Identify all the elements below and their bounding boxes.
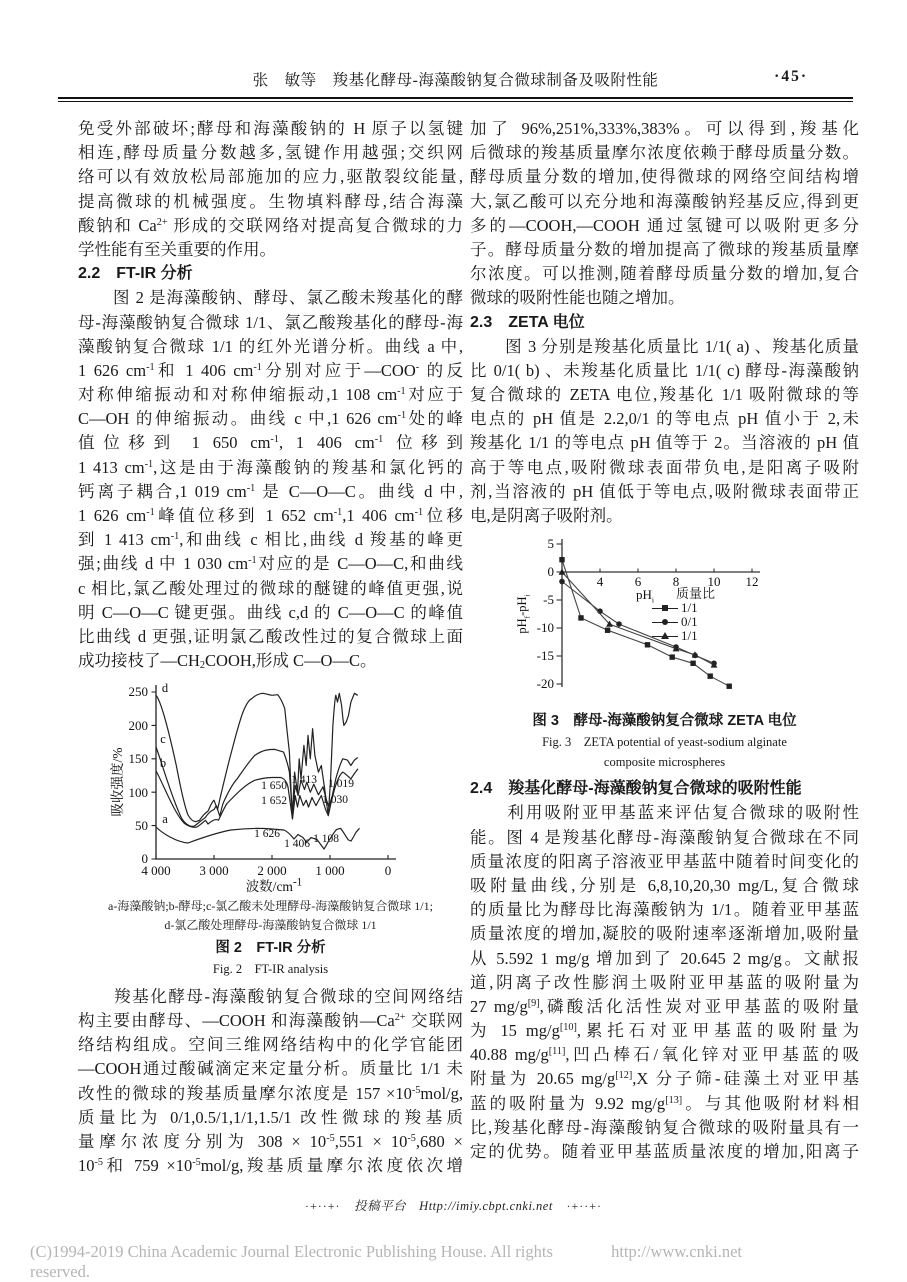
square-marker <box>708 674 713 679</box>
x-tick-label: 1 000 <box>315 863 345 879</box>
text-line: 剂,当溶液的 pH 值低于等电点,吸附微球表面带正 <box>470 481 859 501</box>
text-line: 蓝的吸附量为 9.92 mg/g[13]。与其他吸附材料相 <box>470 1093 860 1113</box>
ftir-chart <box>104 677 444 895</box>
y-tick-label: -15 <box>536 648 554 664</box>
peak-annotation: 1 108 <box>313 833 339 846</box>
text-line: 能。图 4 是羧基化酵母-海藻酸钠复合微球在不同 <box>470 827 859 847</box>
x-tick-label: 12 <box>745 574 759 590</box>
figure-2-caption: 图 2 FT-IR 分析 <box>215 940 326 957</box>
running-head <box>58 68 853 92</box>
page-number: ·45· <box>774 68 808 85</box>
text-line: 羧基化 1/1 的等电点 pH 值等于 2。当溶液的 pH 值 <box>470 433 859 453</box>
square-marker <box>578 615 583 620</box>
text-line: 藻酸钠复合微球 1/1 的红外光谱分析。曲线 a 中, <box>78 336 463 356</box>
left-column <box>78 117 463 1178</box>
text-line: 吸附量曲线,分别是 6,8,10,20,30 mg/L,复合微球 <box>470 875 859 895</box>
y-tick-label: -10 <box>536 620 554 636</box>
text-line: $10^{-5}$和 $759 \times 10^{-5}mol/g$,羧基质量摩尔浓度依次增 <box>78 1156 463 1176</box>
y-tick-label: 250 <box>128 684 148 700</box>
ftir-x-axis-label: 波数$/cm^{-1}$ <box>245 876 303 895</box>
section-heading: 2.2 FT-IR 分析 <box>78 265 193 283</box>
circle-marker <box>616 621 622 627</box>
text-line: 改性的微球的羧基质量摩尔浓度是 $157 \times 10^{-5}mol/g$, <box>78 1083 463 1103</box>
text-line: c 相比,氯乙酸处理过的微球的醚键的峰值更强,说 <box>78 578 463 598</box>
chart-legend <box>652 586 752 643</box>
text-line: 到 1 413 $cm^{-1}$,和曲线 c 相比,曲线 d 羧基的峰更 <box>78 530 463 550</box>
square-marker <box>559 557 564 562</box>
peak-annotation: 1 650 <box>261 780 287 793</box>
x-tick-label: 0 <box>384 863 392 879</box>
text-line: 提高微球的机械强度。生物填料酵母,结合海藻 <box>78 191 463 211</box>
copyright-url: http://www.cnki.net <box>611 1242 742 1261</box>
text-line: 多的—COOH,—COOH 通过氢键可以吸附更多分 <box>470 215 859 235</box>
text-line: 电点的 pH 值是 2.2,0/1 的等电点 pH 值小于 2,未 <box>470 409 859 429</box>
text-line: 酸钠和 $Ca^{2+}$ 形成的交联网络对提高复合微球的力 <box>78 215 463 235</box>
text-line: 大,氯乙酸可以充分地和海藻酸钠羟基反应,得到更 <box>470 191 859 211</box>
figure-3-caption-en: Fig. 3 ZETA potential of yeast-sodium alginate <box>542 735 787 750</box>
square-marker-icon <box>652 604 678 613</box>
text-line: 羧基化酵母-海藻酸钠复合微球的空间网络结 <box>78 986 463 1006</box>
peak-annotation: 1 626 <box>254 828 280 841</box>
text-line: 图 2 是海藻酸钠、酵母、氯乙酸未羧基化的酵 <box>78 288 463 308</box>
text-line: 的质量比为酵母比海藻酸钠为 1/1。随着亚甲基蓝 <box>470 900 859 920</box>
text-block <box>78 117 463 673</box>
text-line: 母-海藻酸钠复合微球 1/1、氯乙酸羧基化的酵母-海 <box>78 312 463 332</box>
running-title: 张 敏等 羧基化酵母-海藻酸钠复合微球制备及吸附性能 <box>252 72 659 89</box>
text-line: 明 C—O—C 键更强。曲线 c,d 的 C—O—C 的峰值 <box>78 602 463 622</box>
peak-annotation: 1 030 <box>322 794 348 807</box>
figure-2-note-line: a-海藻酸钠;b-酵母;c-氯乙酸未处理酵母-海藻酸钠复合微球 1/1; <box>108 899 433 914</box>
text-line: 络结构组成。空间三维网络结构中的化学官能团 <box>78 1035 463 1055</box>
text-line: 成功接枝了$—CH_2COOH$,形成 C—O—C。 <box>78 651 377 672</box>
curve-label: d <box>161 681 169 696</box>
text-line: 定的优势。随着亚甲基蓝质量浓度的增加,阳离子 <box>470 1142 859 1161</box>
decorative-divider: ·+··+· <box>566 1199 602 1213</box>
text-line: 比曲线 d 更强,证明氯乙酸改性过的复合微球上面 <box>78 626 463 646</box>
text-line: 道,阴离子改性膨润土吸附亚甲基蓝的吸附量为 <box>470 972 859 992</box>
x-tick-label: 6 <box>634 574 642 590</box>
x-tick-label: 4 000 <box>141 863 171 879</box>
curve-label: b <box>159 756 167 771</box>
figure-3-caption-en: composite microspheres <box>603 754 726 769</box>
square-marker <box>727 684 732 689</box>
y-tick-label: 100 <box>128 784 148 800</box>
zeta-y-axis-label: $pH_f-pH_i$ <box>515 594 532 634</box>
text-line: 电,是阴离子吸附剂。 <box>470 506 623 525</box>
peak-annotation: 1 652 <box>261 795 287 808</box>
text-line: 1 626 $cm^{-1}$峰值位移到 1 652 $cm^{-1},1$ 406 $cm^{-1}$位移 <box>78 506 463 525</box>
text-line: 质量浓度的增加,凝胶的吸附速率逐渐增加,吸附量 <box>470 924 859 944</box>
text-line: 为 15 mg/g[10],累托石对亚甲基蓝的吸附量为 <box>470 1021 859 1041</box>
decorative-divider: ·+··+· <box>305 1199 341 1213</box>
text-line: 质量比为 0/1,0.5/1,1/1,1.5/1 改性微球的羧基质 <box>78 1107 463 1127</box>
text-line: 子。酵母质量分数的增加提高了微球的羧基质量摩 <box>470 239 859 259</box>
figure-2-caption-en: Fig. 2 FT-IR analysis <box>212 962 329 977</box>
square-marker <box>670 655 675 660</box>
y-tick-label: 0 <box>141 851 148 867</box>
text-line: —COOH通过酸碱滴定来定量分析。质量比 1/1 未 <box>78 1059 463 1079</box>
text-line: 学性能有至关重要的作用。 <box>78 239 276 259</box>
text-line: 免受外部破坏;酵母和海藻酸钠的 H 原子以氢键 <box>78 119 463 138</box>
section-heading: 2.3 ZETA 电位 <box>470 313 585 331</box>
text-line: 构主要由酵母、—COOH 和海藻酸钠$—Ca^{2+}$ 交联网 <box>78 1011 463 1030</box>
text-line: 40.88 mg/g[11],凹凸棒石/氧化锌对亚甲基蓝的吸 <box>470 1045 859 1065</box>
text-line: 强;曲线 d 中 1 030 $cm^{-1}$对应的是 C—O—C,和曲线 <box>78 554 463 574</box>
text-line: 27 mg/g[9],磷酸活化活性炭对亚甲基蓝的吸附量 <box>470 996 860 1016</box>
zeta-x-axis-label: $pH_i$ <box>635 587 655 605</box>
text-block <box>470 117 859 528</box>
curve-label: c <box>160 732 166 747</box>
text-line: 尔浓度。可以推测,随着酵母质量分数的增加,复合 <box>470 264 859 284</box>
legend-entry <box>652 629 752 643</box>
x-tick-label: 8 <box>672 574 680 590</box>
section-heading: 2.4 羧基化酵母-海藻酸钠复合微球的吸附性能 <box>470 780 802 798</box>
text-block <box>470 777 859 1164</box>
legend-label: 1/1 <box>681 628 698 644</box>
triangle-marker-icon <box>652 632 678 641</box>
text-line: 钙离子耦合,1 019 $cm^{-1}$ 是 C—O—C。曲线 d 中, <box>78 481 463 501</box>
header-rule <box>58 97 853 102</box>
figure-2-note-line: d-氯乙酸处理酵母-海藻酸钠复合微球 1/1 <box>164 918 377 933</box>
square-marker <box>645 642 650 647</box>
platform-text: 投稿平台 Http://imiy.cbpt.cnki.net <box>354 1199 553 1213</box>
text-line: 高于等电点,吸附微球表面带负电,是阳离子吸附 <box>470 457 859 477</box>
text-line: 加了 96%,251%,333%,383%。可以得到,羧基化 <box>470 119 859 138</box>
y-tick-label: -20 <box>536 676 554 692</box>
figure-2-notes <box>78 897 463 935</box>
text-line: 微球的吸附性能也随之增加。 <box>470 288 685 308</box>
y-tick-label: 200 <box>128 717 148 733</box>
text-line: 从 5.592 1 mg/g 增加到了 20.645 2 mg/g。文献报 <box>470 948 859 968</box>
peak-annotation: 1 406 <box>284 838 310 851</box>
legend-entry <box>652 615 752 629</box>
figure-2 <box>78 677 463 979</box>
copyright-text: (C)1994-2019 China Academic Journal Electronic Publishing House. All rights reserved. <box>30 1242 553 1281</box>
legend-entry <box>652 601 752 615</box>
text-line: 酵母质量分数的增加,使得微球的网络空间结构增 <box>470 167 859 187</box>
y-tick-label: 50 <box>135 817 148 833</box>
text-line: 对称伸缩振动和对称伸缩振动,1 108 $cm^{-1}$对应于 <box>78 385 463 405</box>
text-line: 质量浓度的阳离子溶液亚甲基蓝中随着时间变化的 <box>470 851 859 871</box>
text-line: 利用吸附亚甲基蓝来评估复合微球的吸附性 <box>470 803 859 823</box>
x-tick-label: 2 000 <box>257 863 287 879</box>
x-tick-label: 3 000 <box>199 863 229 879</box>
text-line: 1 626 $cm^{-1}$和 1 406 $cm^{-1}$分别对应于—COO- 的反 <box>78 360 463 380</box>
peak-annotation: 1 413 <box>291 774 317 787</box>
right-column <box>470 117 859 1164</box>
text-line: 相连,酵母质量分数越多,氢键作用越强;交织网 <box>78 143 463 163</box>
figure-3 <box>470 532 859 771</box>
circle-marker-icon <box>652 618 678 627</box>
y-tick-label: 150 <box>128 751 148 767</box>
ftir-y-axis-label: 吸收强度/% <box>110 747 125 817</box>
square-marker <box>605 628 610 633</box>
text-line: 后微球的羧基质量摩尔浓度依赖于酵母质量分数。 <box>470 143 859 163</box>
zeta-chart <box>492 532 812 708</box>
text-line: 图 3 分别是羧基化质量比 1/1( a) 、羧基化质量 <box>470 336 859 356</box>
text-line: 附量为 20.65 mg/g[12],X 分子筛-硅藻土对亚甲基 <box>470 1069 859 1089</box>
submission-platform <box>0 1196 907 1214</box>
text-block <box>78 985 463 1179</box>
text-line: 量摩尔浓度分别为 $308 \times 10^{-5},551 \times 10^{-5},680$ × <box>78 1131 463 1151</box>
copyright-watermark <box>30 1242 742 1282</box>
legend-label: 0/1 <box>681 614 698 630</box>
text-line: 比 0/1( b) 、未羧基化质量比 1/1( c) 酵母-海藻酸钠 <box>470 360 859 380</box>
text-line: 复合微球的 ZETA 电位,羧基化 1/1 吸附微球的等 <box>470 385 859 405</box>
text-line: 比,羧基化酵母-海藻酸钠复合微球的吸附量具有一 <box>470 1117 859 1137</box>
peak-annotation: 1 019 <box>328 778 354 791</box>
x-tick-label: 10 <box>707 574 721 590</box>
curve-label: a <box>162 812 168 827</box>
y-tick-label: 5 <box>547 536 554 552</box>
text-line: C—OH 的伸缩振动。曲线 c 中,1 626 $cm^{-1}$处的峰 <box>78 409 464 429</box>
text-line: 1 413 $cm^{-1}$,这是由于海藻酸钠的羧基和氯化钙的 <box>78 457 463 477</box>
legend-title: 质量比 <box>676 586 716 602</box>
text-line: 值位移到 1 650 $cm^{-1}$, 1 406 $cm^{-1}$ 位移到 <box>78 433 463 453</box>
y-tick-label: 0 <box>547 564 554 580</box>
y-tick-label: -5 <box>543 592 554 608</box>
circle-marker <box>559 579 565 585</box>
x-tick-label: 4 <box>596 574 604 590</box>
square-marker <box>690 661 695 666</box>
text-line: 络可以有效放松局部施加的应力,驱散裂纹能量, <box>78 167 463 187</box>
figure-3-caption: 图 3 酵母-海藻酸钠复合微球 ZETA 电位 <box>532 713 797 730</box>
legend-label: 1/1 <box>681 600 698 616</box>
